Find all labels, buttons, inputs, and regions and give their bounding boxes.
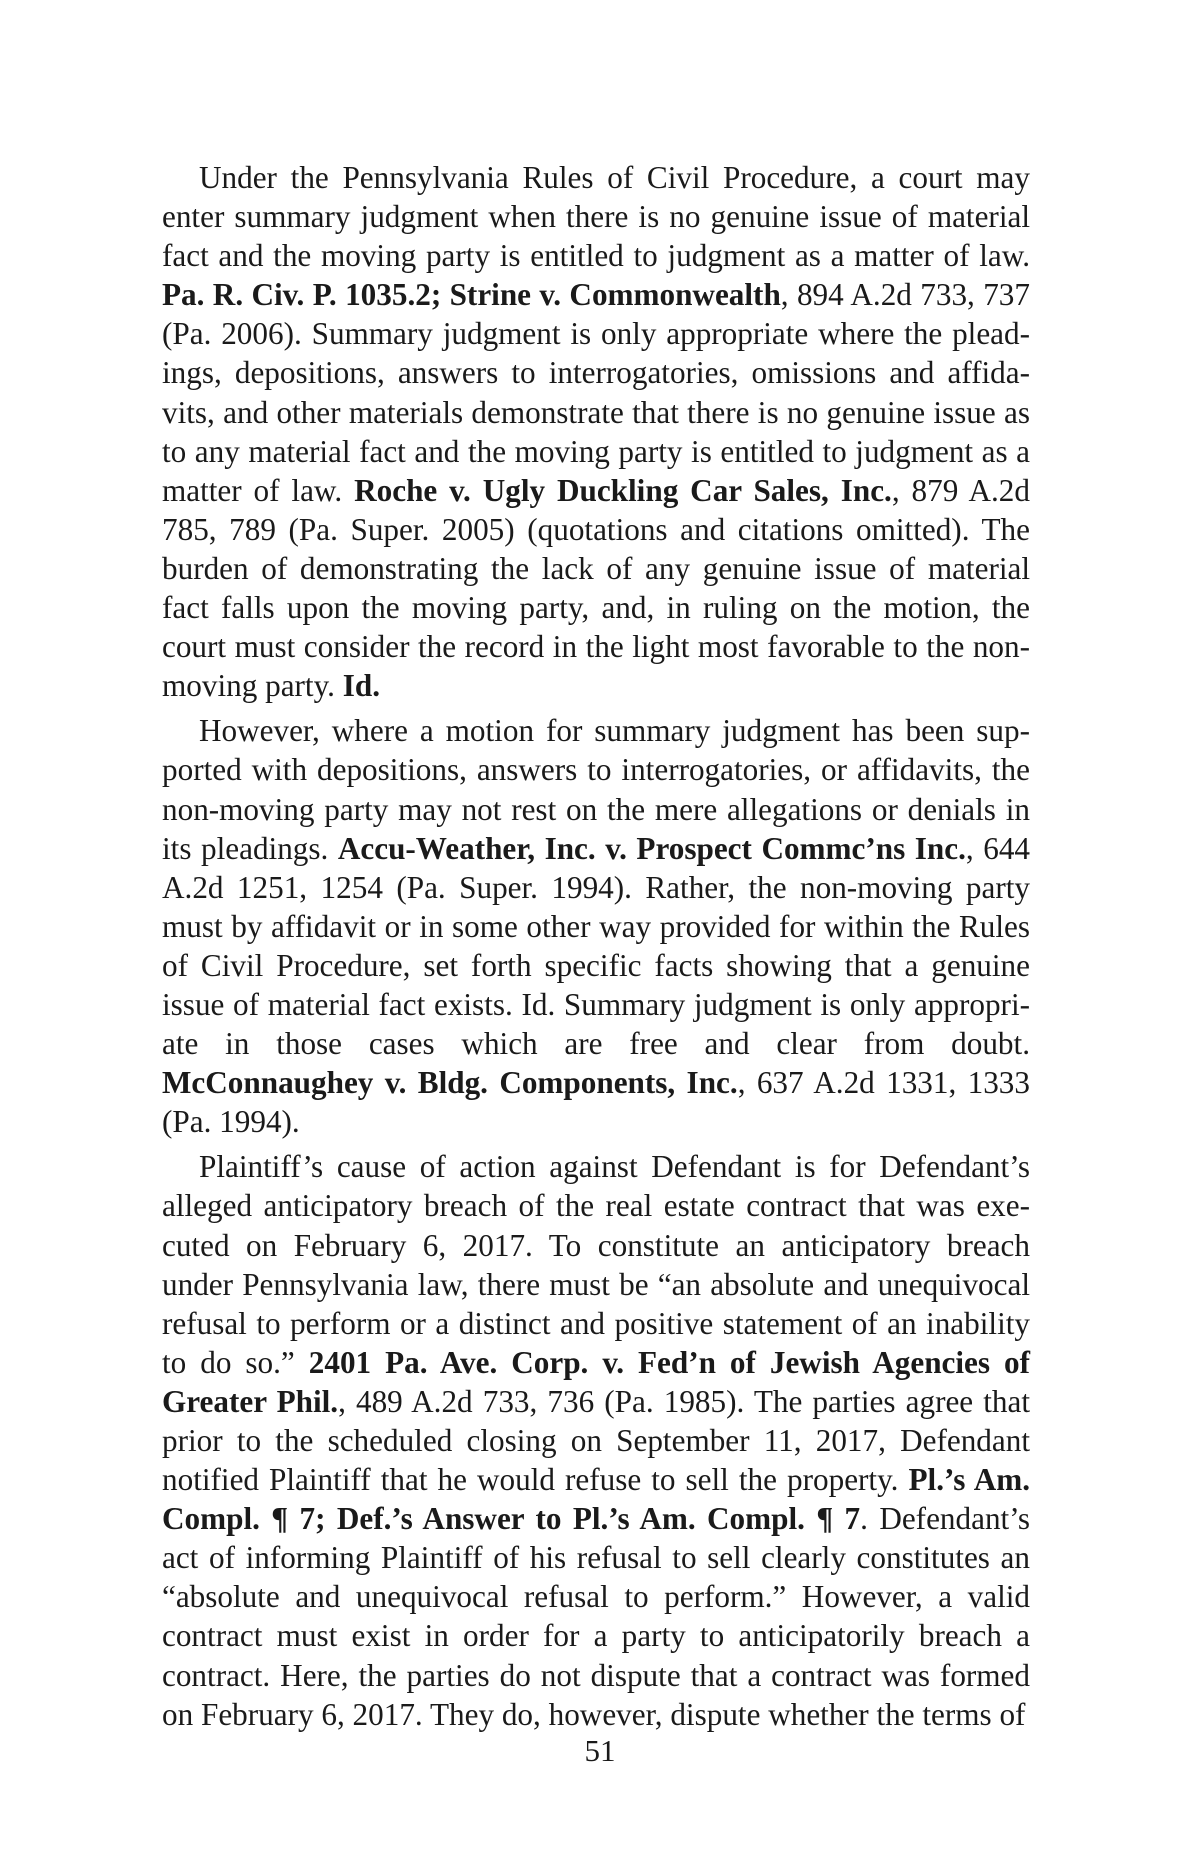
citation: Pa. R. Civ. P. 1035.2; Strine v. Commonwealth <box>162 277 781 313</box>
paragraph-summary-judgment-standard <box>162 158 1030 705</box>
text-run: , 644 A.2d 1251, 1254 (Pa. Super. 1994). Rather, the non-moving party must by affidavit or in some other way provided for within the Rules of Civil Procedure, set forth specific facts showing that a genuine issue of material fact exists. Id. Summary judgment is only appropriate in those cases which are free and clear from doubt. <box>162 830 1030 1062</box>
page-number: 51 <box>584 1733 616 1768</box>
text-run: , 489 A.2d 733, 736 (Pa. 1985). The parties agree that prior to the scheduled closing on September 11, 2017, Defendant notified Plaintiff that he would refuse to sell the property. <box>162 1383 1030 1498</box>
citation: McConnaughey v. Bldg. Components, Inc. <box>162 1065 738 1101</box>
text-run: However, where a motion for summary judgment has been supported with depositions, answers to interrogatories, or affidavits, the non-moving party may not rest on the mere allegations or denials in its pleadings. <box>162 713 1030 866</box>
text-run: Plaintiff’s cause of action against Defendant is for Defendant’s alleged anticipatory breach of the real estate contract that was executed on February 6, 2017. To constitute an anticipatory breach under Pennsylvania law, there must be “an absolute and unequivocal refusal to perform or a distinct and positive statement of an inability to do so.” <box>162 1149 1030 1380</box>
text-run: , 879 A.2d 785, 789 (Pa. Super. 2005) (quotations and citations omitted). The burden of demonstrating the lack of any genuine issue of material fact falls upon the moving party, and, in ruling on the motion, the court must consider the record in the light most favorable to the nonmoving party. <box>162 472 1030 704</box>
citation: Pl.’s Am. Compl. ¶ 7; Def.’s Answer to Pl.’s Am. Compl. ¶ 7 <box>162 1462 1030 1537</box>
citation: 2401 Pa. Ave. Corp. v. Fed’n of Jewish Agencies of Greater Phil. <box>162 1344 1030 1419</box>
text-run: . Defendant’s act of informing Plaintiff of his refusal to sell clearly constitutes an “absolute and unequivocal refusal to perform.” However, a valid contract must exist in order for a party to anticipatorily breach a contract. Here, the parties do not dispute that a contract was formed on February 6, 2017. They do, however, dispute whether the terms of <box>162 1501 1030 1732</box>
citation: Roche v. Ugly Duckling Car Sales, Inc. <box>354 472 892 508</box>
body-text <box>162 158 1030 1740</box>
citation: Id. <box>342 668 381 704</box>
paragraph-anticipatory-breach <box>162 1147 1030 1733</box>
text-run: , 894 A.2d 733, 737 (Pa. 2006). Summary judgment is only appropriate where the pleadings, depositions, answers to interrogatories, omissions and affidavits, and other materials demonstrate that there is no genuine issue as to any material fact and the moving party is entitled to judgment as a matter of law. <box>162 277 1030 508</box>
text-run: , 637 A.2d 1331, 1333 (Pa. 1994). <box>162 1065 1030 1140</box>
text-run: Under the Pennsylvania Rules of Civil Procedure, a court may enter summary judgment when there is no genuine issue of material fact and the moving party is entitled to judgment as a matter of law. <box>162 160 1030 274</box>
citation: Accu-Weather, Inc. v. Prospect Commc’ns Inc. <box>337 830 966 866</box>
paragraph-non-moving-party-burden <box>162 711 1030 1141</box>
